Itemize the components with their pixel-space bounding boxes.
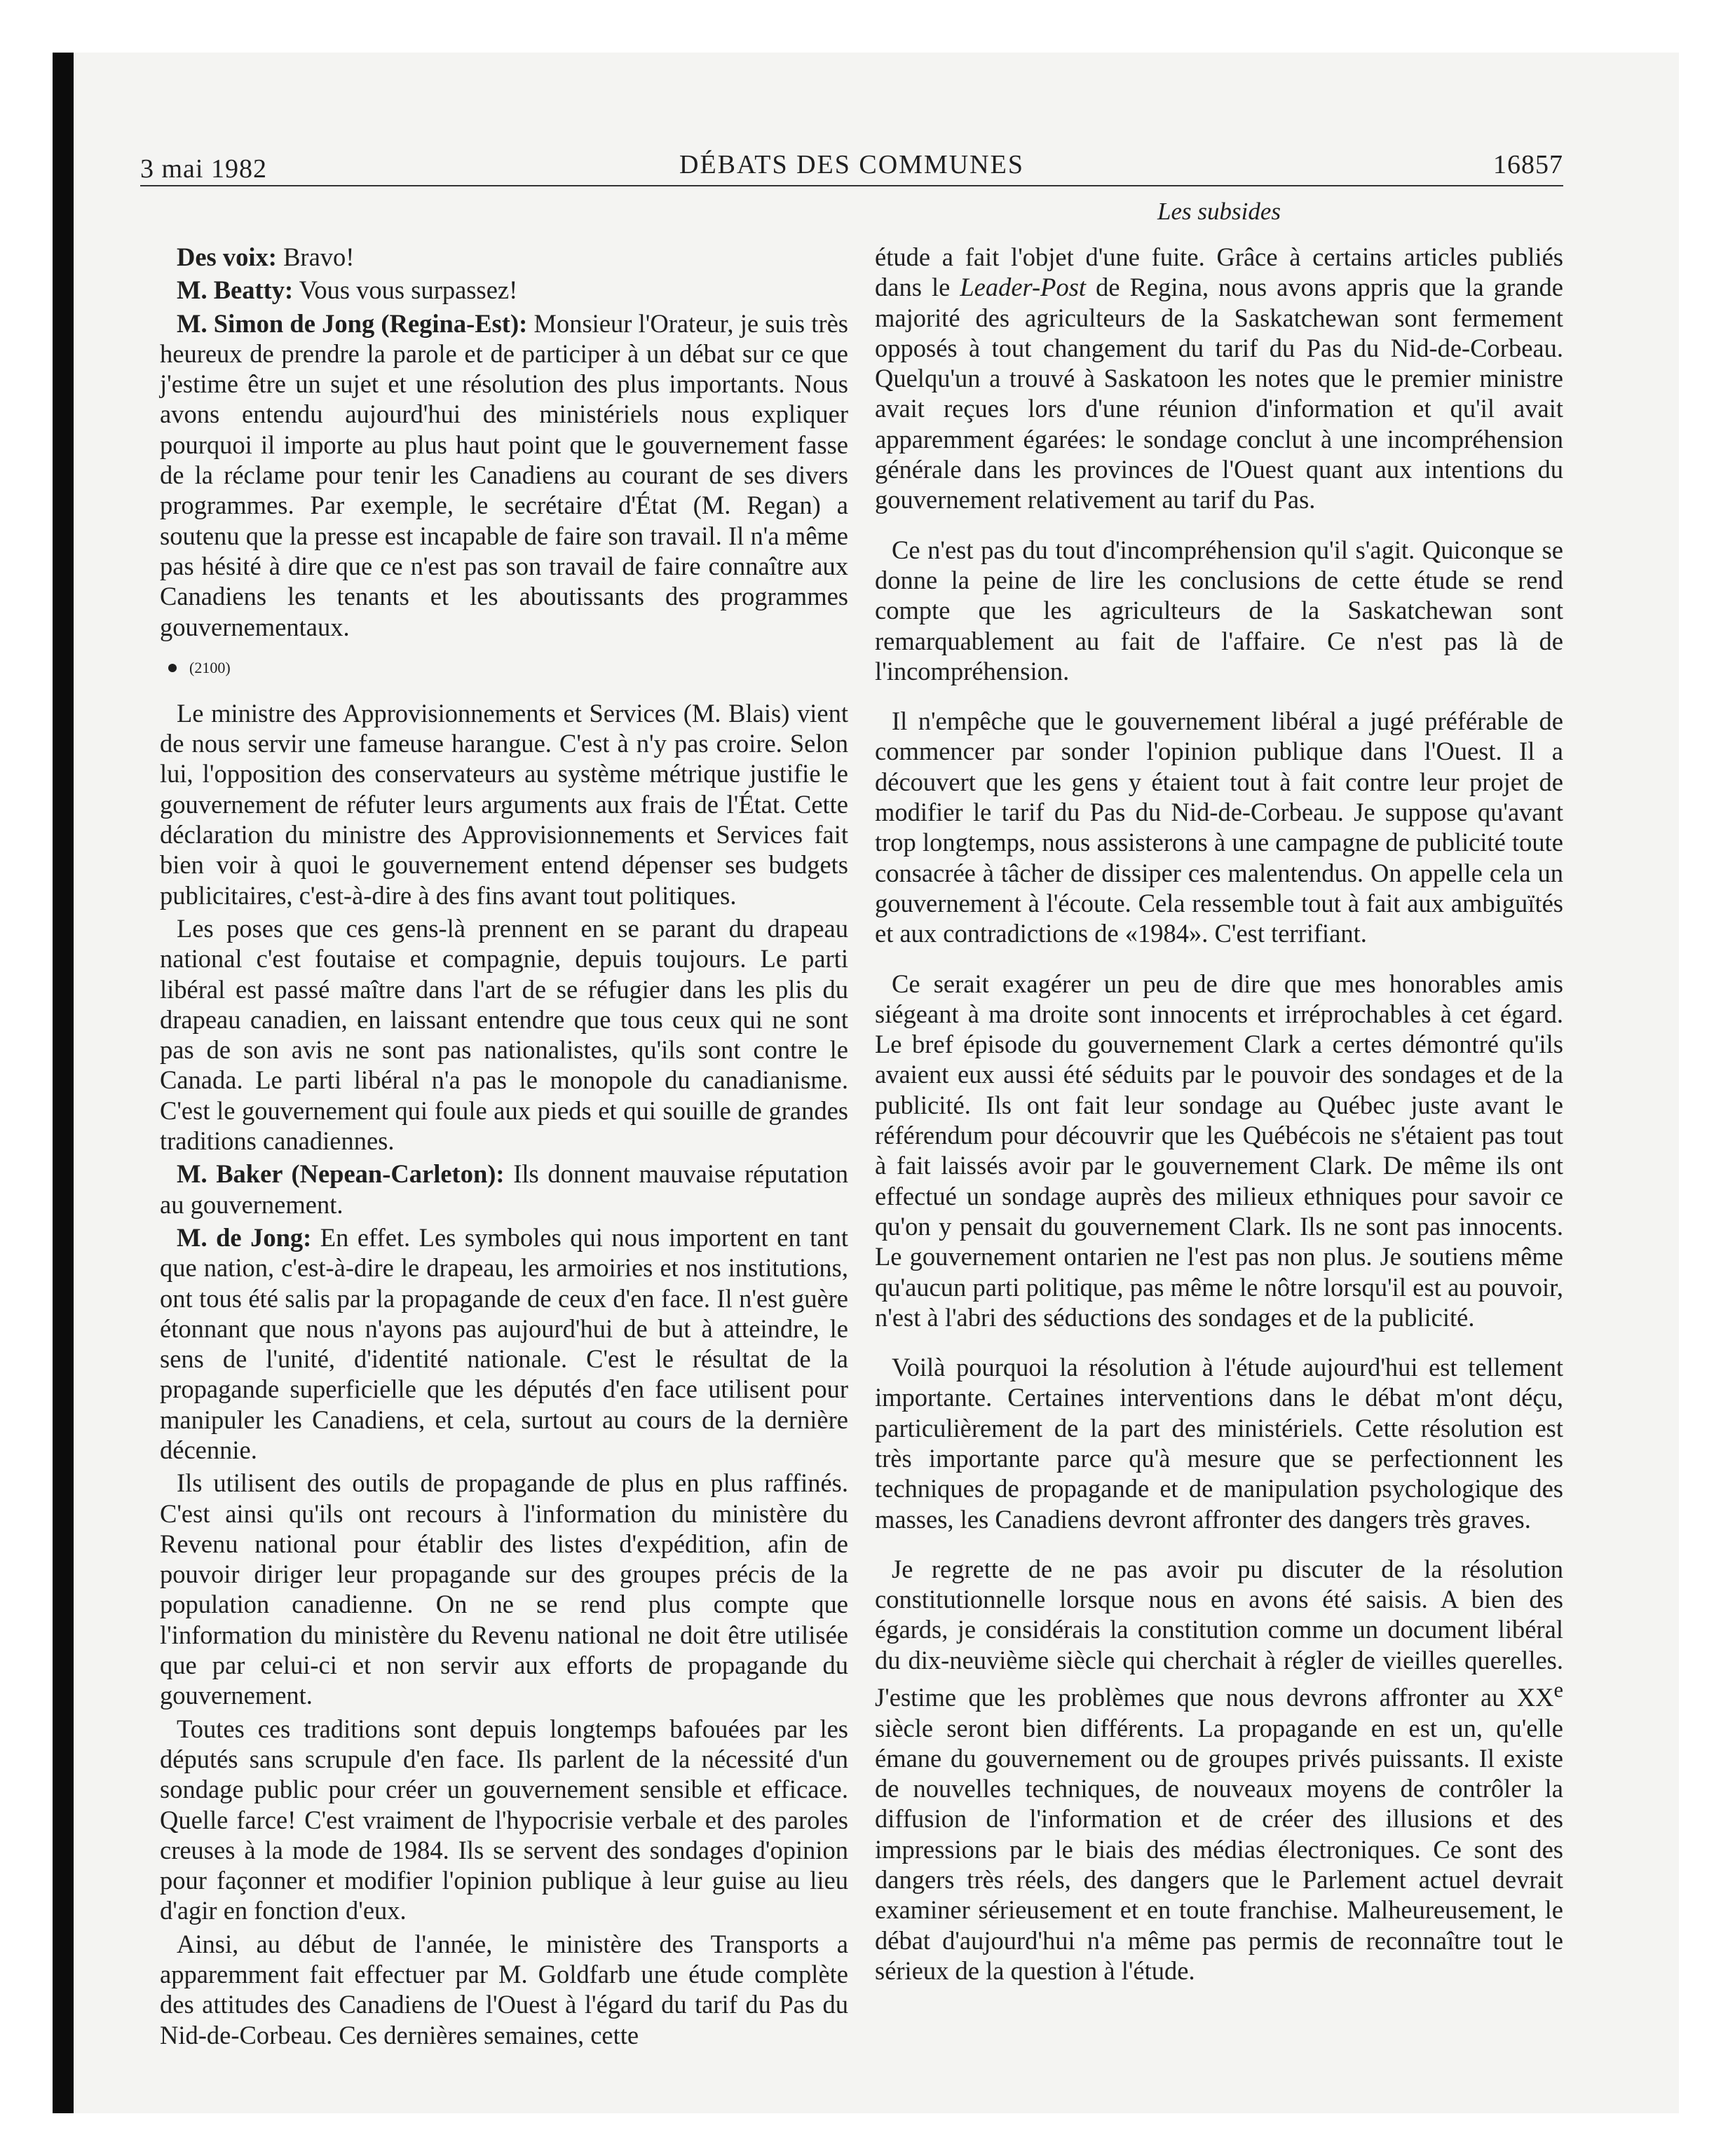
time-marker <box>168 657 848 678</box>
publication-title: Leader-Post <box>960 273 1087 302</box>
paragraph: Il n'empêche que le gouvernement libéral a jugé préférable de commencer par sonder l'opinion publique dans l'Ouest. Il a découvert que les gens y étaient tout à fait contre leur projet de modifier le tarif du Pas du Nid-de-Corbeau. Je suppose qu'avant trop longtemps, nous assisterons à une campagne de publicité toute consacrée à tâcher de dissiper ces malentendus. On appelle cela un gouvernement à l'écoute. Cela ressemble tout à fait aux ambiguïtés et aux contradictions de «1984». C'est terrifiant. <box>875 707 1563 948</box>
paragraph <box>160 308 848 642</box>
speaker-name: M. Simon de Jong (Regina-Est): <box>177 308 528 338</box>
text-run: étude a fait l'objet d'une fuite. Grâce à certains articles publiés dans le <box>875 243 1563 302</box>
paragraph: Toutes ces traditions sont depuis longtemps bafouées par les députés sans scrupule d'en face. Ils parlent de la nécessité d'un sondage public pour créer un gouvernement sensible et efficace. Quelle farce! C'est vraiment de l'hypocrisie verbale et des paroles creuses à la mode de 1984. Ils se servent des sondages d'opinion pour façonner et modifier l'opinion publique à leur guise au lieu d'agir en fonction d'eux. <box>160 1714 848 1925</box>
header-title: DÉBATS DES COMMUNES <box>679 150 1024 179</box>
paragraph <box>875 1554 1563 1986</box>
bullet-icon <box>168 664 177 672</box>
header-page-number: 16857 <box>1493 150 1563 179</box>
paragraph: Voilà pourquoi la résolution à l'étude aujourd'hui est tellement importante. Certaines interventions dans le débat m'ont déçu, particulièrement de la part des ministériels. Cette résolution est très importante parce qu'à mesure que se perfectionnent les techniques de propagande et de manipulation psychologique des masses, les Canadiens devront affronter des dangers très graves. <box>875 1353 1563 1534</box>
paragraph <box>160 1222 848 1465</box>
speaker-name: M. de Jong: <box>177 1222 312 1252</box>
header-rule <box>140 185 1563 186</box>
left-column <box>160 242 848 2053</box>
speaker-name: M. Beatty: <box>177 275 294 305</box>
text-run: de Regina, nous avons appris que la grande majorité des agriculteurs de la Saskatchewan sont fermement opposés à tout changement du tarif du Pas du Nid-de-Corbeau. Quelqu'un a trouvé à Saskatoon les notes que le premier ministre avait reçues lors d'une réunion d'information et qu'il avait apparemment égarées: le sondage conclut à une incompréhension générale dans les provinces de l'Ouest quant aux intentions du gouvernement relativement au tarif du Pas. <box>875 273 1563 514</box>
paragraph: Ils utilisent des outils de propagande de plus en plus raffinés. C'est ainsi qu'ils ont recours à l'information du ministère du Revenu national pour établir des listes d'expédition, afin de pouvoir diriger leur propagande sur des groupes précis de la population canadienne. On ne se rend plus compte que l'information du ministère du Revenu national ne doit être utilisée que par celui-ci et non servir aux efforts de propagande du gouvernement. <box>160 1468 848 1710</box>
section-title: Les subsides <box>1157 198 1281 225</box>
superscript: e <box>1553 1678 1563 1703</box>
speech-text: Vous vous surpassez! <box>293 275 518 305</box>
paragraph: Le ministre des Approvisionnements et Services (M. Blais) vient de nous servir une fameuse harangue. C'est à n'y pas croire. Selon lui, l'opposition des conservateurs au système métrique justifie le gouvernement de réfuter leurs arguments aux frais de l'État. Cette déclaration du ministre des Approvisionnements et Services fait bien voir à quoi le gouvernement entend dépenser ses budgets publicitaires, c'est-à-dire à des fins avant tout politiques. <box>160 698 848 910</box>
paragraph <box>160 275 848 305</box>
speaker-name: M. Baker (Nepean-Carleton): <box>177 1159 505 1189</box>
paragraph: Ce n'est pas du tout d'incompréhension qu'il s'agit. Quiconque se donne la peine de lire les conclusions de cette étude se rend compte que les agriculteurs de la Saskatchewan sont remarquablement au fait de l'affaire. Ce n'est pas là de l'incompréhension. <box>875 535 1563 685</box>
text-run: siècle seront bien différents. La propagande en est un, qu'elle émane du gouvernement ou de groupes privés puissants. Il existe de nouvelles techniques, de nouveaux moyens de contrôler la diffusion de l'information et de créer des illusions et des impressions par le biais des médias électroniques. Ce sont des dangers très réels, des dangers que le Parlement actuel devrait examiner sérieusement et en toute franchise. Malheureusement, le débat d'aujourd'hui n'a même pas permis de reconnaître tout le sérieux de la question à l'étude. <box>875 1713 1563 1985</box>
right-column <box>875 242 1563 1988</box>
paragraph <box>160 1159 848 1220</box>
paragraph: Ce serait exagérer un peu de dire que mes honorables amis siégeant à ma droite sont innocents et irréprochables à cet égard. Le bref épisode du gouvernement Clark a certes démontré qu'ils avaient eux aussi été séduits par le pouvoir des sondages et de la publicité. Ils ont fait leur sondage au Québec juste avant le référendum pour découvrir que les Québécois ne s'étaient pas tout à fait laissés avoir par le gouvernement Clark. De même ils ont effectué un sondage auprès des milieux ethniques pour savoir ce qu'on y pensait du gouvernement Clark. Ils ne sont pas innocents. Le gouvernement ontarien ne l'est pas non plus. Je soutiens même qu'aucun parti politique, pas même le nôtre lorsqu'il est au pouvoir, n'est à l'abri des séductions des sondages et de la publicité. <box>875 969 1563 1332</box>
speech-text: Ils donnent mauvaise réputation au gouvernement. <box>160 1159 848 1219</box>
page-header <box>140 140 1563 189</box>
speech-text: Bravo! <box>276 243 355 271</box>
speech-text: Monsieur l'Orateur, je suis très heureux de prendre la parole et de participer à un débat sur ce que j'estime être un sujet et une résolution des plus importants. Nous avons entendu aujourd'hui des ministériels nous expliquer pourquoi il importe au plus haut point que le gouvernement fasse de la réclame pour tenir les Canadiens au courant de ses divers programmes. Par exemple, le secrétaire d'État (M. Regan) a soutenu que la presse est incapable de faire son travail. Il n'a même pas hésité à dire que ce n'est pas son travail de faire connaître aux Canadiens les tenants et les aboutissants des programmes gouvernementaux. <box>160 308 848 641</box>
paragraph: Les poses que ces gens-là prennent en se parant du drapeau national c'est foutaise et compagnie, depuis toujours. Le parti libéral est passé maître dans l'art de se réfugier dans les plis du drapeau canadien, en laissant entendre que tous ceux qui ne sont pas de son avis ne sont pas nationalistes, qu'ils sont contre le Canada. Le parti libéral n'a pas le monopole du canadianisme. C'est le gouvernement qui foule aux pieds et qui souille de grandes traditions canadiennes. <box>160 913 848 1156</box>
speech-text: En effet. Les symboles qui nous importent en tant que nation, c'est-à-dire le drapeau, les armoiries et nos institutions, ont tous été salis par la propagande de ceux d'en face. Il n'est guère étonnant que nous n'ayons pas aujourd'hui de but à atteindre, le sens de l'unité, d'identité nationale. C'est le résultat de la propagande superficielle que les députés d'en face utilisent pour manipuler les Canadiens, et cela, surtout au cours de la dernière décennie. <box>160 1222 848 1464</box>
header-date: 3 mai 1982 <box>140 154 267 184</box>
text-run: Je regrette de ne pas avoir pu discuter de la résolution constitutionnelle lorsque nous en avons été saisis. A bien des égards, je considérais la constitution comme un document libéral du dix-neuvième siècle qui cherchait à régler de vieilles querelles. J'estime que les problèmes que nous devrons affronter au XX <box>875 1554 1563 1712</box>
paragraph <box>875 242 1563 515</box>
paragraph <box>160 242 848 272</box>
time-marker-label: (2100) <box>189 658 231 676</box>
speaker-name: Des voix: <box>177 243 277 271</box>
page-binding-edge <box>53 53 74 2113</box>
paragraph: Ainsi, au début de l'année, le ministère des Transports a apparemment fait effectuer par M. Goldfarb une étude complète des attitudes des Canadiens de l'Ouest à l'égard du tarif du Pas du Nid-de-Corbeau. Ces dernières semaines, cette <box>160 1929 848 2049</box>
